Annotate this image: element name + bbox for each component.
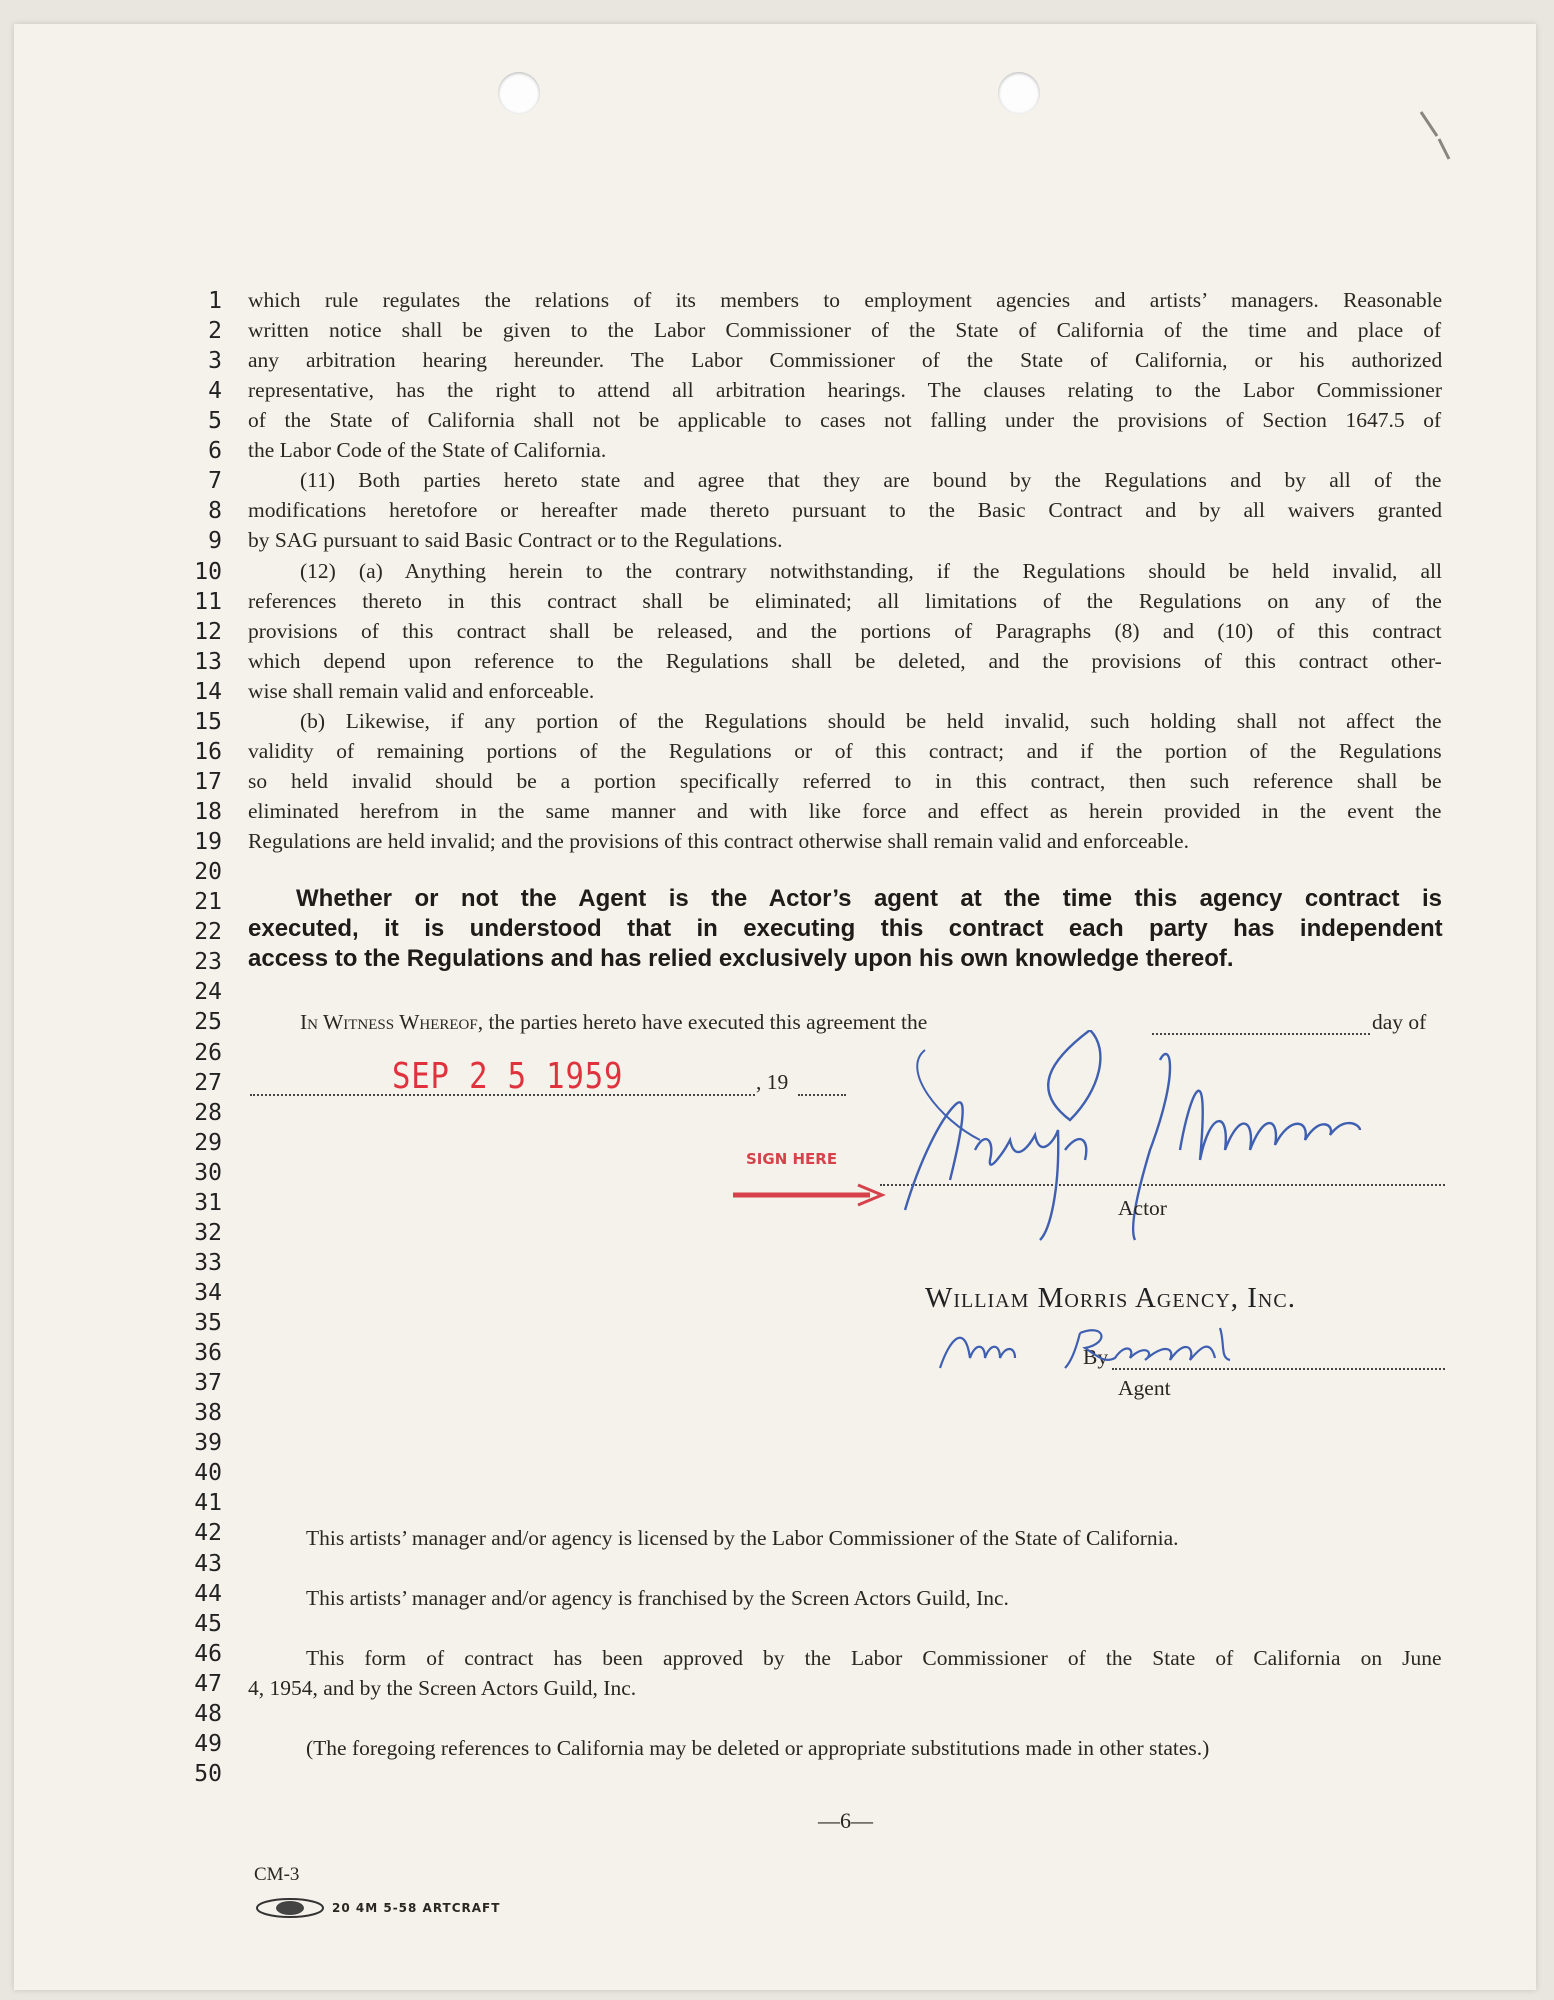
line-number: 45 — [194, 1610, 222, 1637]
body-line: eliminated herefrom in the same manner and with like force and effect as herein provided in the event the — [248, 799, 1442, 824]
body-line: Regulations are held invalid; and the provisions of this contract otherwise shall remain valid and enforceable. — [248, 829, 1189, 854]
page-number: —6— — [818, 1808, 873, 1833]
line-number: 10 — [194, 558, 222, 585]
line-number: 13 — [194, 648, 222, 675]
line-number: 14 — [194, 678, 222, 705]
line-number: 18 — [194, 799, 222, 826]
body-line: of the State of California shall not be applicable to cases not falling under the provisions of Section 1647.5 of — [248, 408, 1442, 433]
line-number: 46 — [194, 1640, 222, 1667]
punch-hole — [998, 72, 1040, 114]
line-number: 7 — [208, 468, 222, 495]
franchise-notice: This artists’ manager and/or agency is franchised by the Screen Actors Guild, Inc. — [306, 1586, 1009, 1610]
line-number: 42 — [194, 1520, 222, 1547]
by-label: By — [1083, 1345, 1109, 1369]
line-number: 16 — [194, 738, 222, 765]
witness-text: , the parties hereto have executed this agreement the — [477, 1010, 928, 1034]
actor-label: Actor — [1118, 1196, 1167, 1220]
body-line: which depend upon reference to the Regulations shall be deleted, and the provisions of this contract other- — [248, 648, 1442, 673]
line-number: 50 — [194, 1760, 222, 1787]
line-number: 33 — [194, 1249, 222, 1276]
body-line: so held invalid should be a portion specifically referred to in this contract, then such reference shall be — [248, 768, 1442, 793]
form-code: CM-3 — [254, 1864, 300, 1885]
line-number: 6 — [208, 438, 222, 465]
line-number: 25 — [194, 1009, 222, 1036]
body-line: representative, has the right to attend all arbitration hearings. The clauses relating to the Labor Commissioner — [248, 378, 1442, 403]
line-number: 37 — [194, 1370, 222, 1397]
approval-notice-cont: 4, 1954, and by the Screen Actors Guild, Inc. — [248, 1676, 637, 1700]
body-line: any arbitration hearing hereunder. The Labor Commissioner of the State of California, or his authorized — [248, 348, 1443, 373]
line-number: 1 — [208, 288, 222, 314]
day-of-label: day of — [1372, 1010, 1427, 1034]
body-line: validity of remaining portions of the Regulations or of this contract; and if the portion of the Regulations — [248, 738, 1442, 763]
line-number: 8 — [208, 498, 222, 525]
witness-clause — [300, 1010, 927, 1035]
line-number: 43 — [194, 1550, 222, 1577]
line-number: 38 — [194, 1400, 222, 1427]
line-number: 47 — [194, 1670, 222, 1697]
witness-lead: In Witness Whereof — [300, 1010, 478, 1034]
line-number: 11 — [194, 588, 222, 615]
body-line: references thereto in this contract shall be eliminated; all limitations of the Regulations on any of the — [248, 588, 1442, 613]
line-number: 17 — [194, 768, 222, 795]
line-number: 28 — [194, 1099, 222, 1126]
year-label: , 19 — [756, 1070, 789, 1094]
line-number: 2 — [208, 318, 222, 345]
line-number: 26 — [194, 1039, 222, 1066]
body-line: provisions of this contract shall be released, and the portions of Paragraphs (8) and (10) of this contract — [248, 618, 1442, 643]
body-line: by SAG pursuant to said Basic Contract or to the Regulations. — [248, 528, 783, 553]
line-number: 4 — [208, 378, 222, 405]
agency-name: William Morris Agency, Inc. — [925, 1282, 1296, 1314]
bold-line: executed, it is understood that in executing this contract each party has independent — [248, 915, 1443, 943]
california-notice: (The foregoing references to California may be deleted or appropriate substitutions made in other states.) — [306, 1736, 1210, 1760]
bold-line: access to the Regulations and has relied exclusively upon his own knowledge thereof. — [248, 945, 1234, 973]
line-number: 44 — [194, 1580, 222, 1607]
line-number: 34 — [194, 1279, 222, 1306]
body-line: (12) (a) Anything herein to the contrary notwithstanding, if the Regulations should be held invalid, all — [300, 558, 1442, 583]
line-number: 19 — [194, 829, 222, 856]
line-number: 5 — [208, 408, 222, 435]
line-number: 35 — [194, 1310, 222, 1337]
body-line: the Labor Code of the State of California. — [248, 438, 607, 463]
date-stamp: SEP 2 5 1959 — [392, 1056, 624, 1097]
approval-notice: This form of contract has been approved by the Labor Commissioner of the State of California on June — [306, 1646, 1442, 1670]
line-number: 29 — [194, 1129, 222, 1156]
body-line: which rule regulates the relations of its members to employment agencies and artists’ managers. Reasonable — [248, 288, 1443, 312]
body-line: written notice shall be given to the Labor Commissioner of the State of California of the time and place of — [248, 318, 1442, 343]
punch-hole — [498, 72, 540, 114]
body-line: (b) Likewise, if any portion of the Regulations should be held invalid, such holding shall not affect the — [300, 708, 1442, 733]
staple-icon — [1409, 84, 1469, 184]
line-number: 40 — [194, 1460, 222, 1487]
body-line: modifications heretofore or hereafter made thereto pursuant to the Basic Contract and by all waivers granted — [248, 498, 1442, 523]
line-number: 3 — [208, 348, 222, 375]
line-number: 24 — [194, 979, 222, 1006]
agent-label: Agent — [1118, 1376, 1171, 1400]
line-number: 31 — [194, 1189, 222, 1216]
bold-line: Whether or not the Agent is the Actor’s agent at the time this agency contract is — [296, 885, 1442, 913]
body-line: (11) Both parties hereto state and agree that they are bound by the Regulations and by all of the — [300, 468, 1442, 493]
body-line: wise shall remain valid and enforceable. — [248, 678, 595, 703]
line-number: 12 — [194, 618, 222, 645]
line-number: 21 — [194, 889, 222, 916]
line-number: 20 — [194, 859, 222, 886]
union-label-logo — [255, 1897, 325, 1919]
line-number: 15 — [194, 708, 222, 735]
license-notice: This artists’ manager and/or agency is licensed by the Labor Commissioner of the State of California. — [306, 1526, 1179, 1550]
line-number: 23 — [194, 949, 222, 976]
line-number: 36 — [194, 1340, 222, 1367]
line-number: 41 — [194, 1490, 222, 1517]
line-number: 22 — [194, 919, 222, 946]
line-number: 49 — [194, 1730, 222, 1757]
line-number: 27 — [194, 1069, 222, 1096]
line-number: 32 — [194, 1219, 222, 1246]
line-number: 9 — [208, 528, 222, 555]
actor-signature — [880, 1030, 1420, 1260]
arrow-right-icon — [730, 1180, 890, 1210]
year-blank — [798, 1094, 846, 1096]
sign-here-label: SIGN HERE — [746, 1150, 838, 1168]
agent-signature — [930, 1318, 1290, 1378]
line-number: 30 — [194, 1159, 222, 1186]
line-number: 48 — [194, 1700, 222, 1727]
line-number: 39 — [194, 1430, 222, 1457]
printer-mark: 20 4M 5-58 ARTCRAFT — [332, 1901, 501, 1915]
